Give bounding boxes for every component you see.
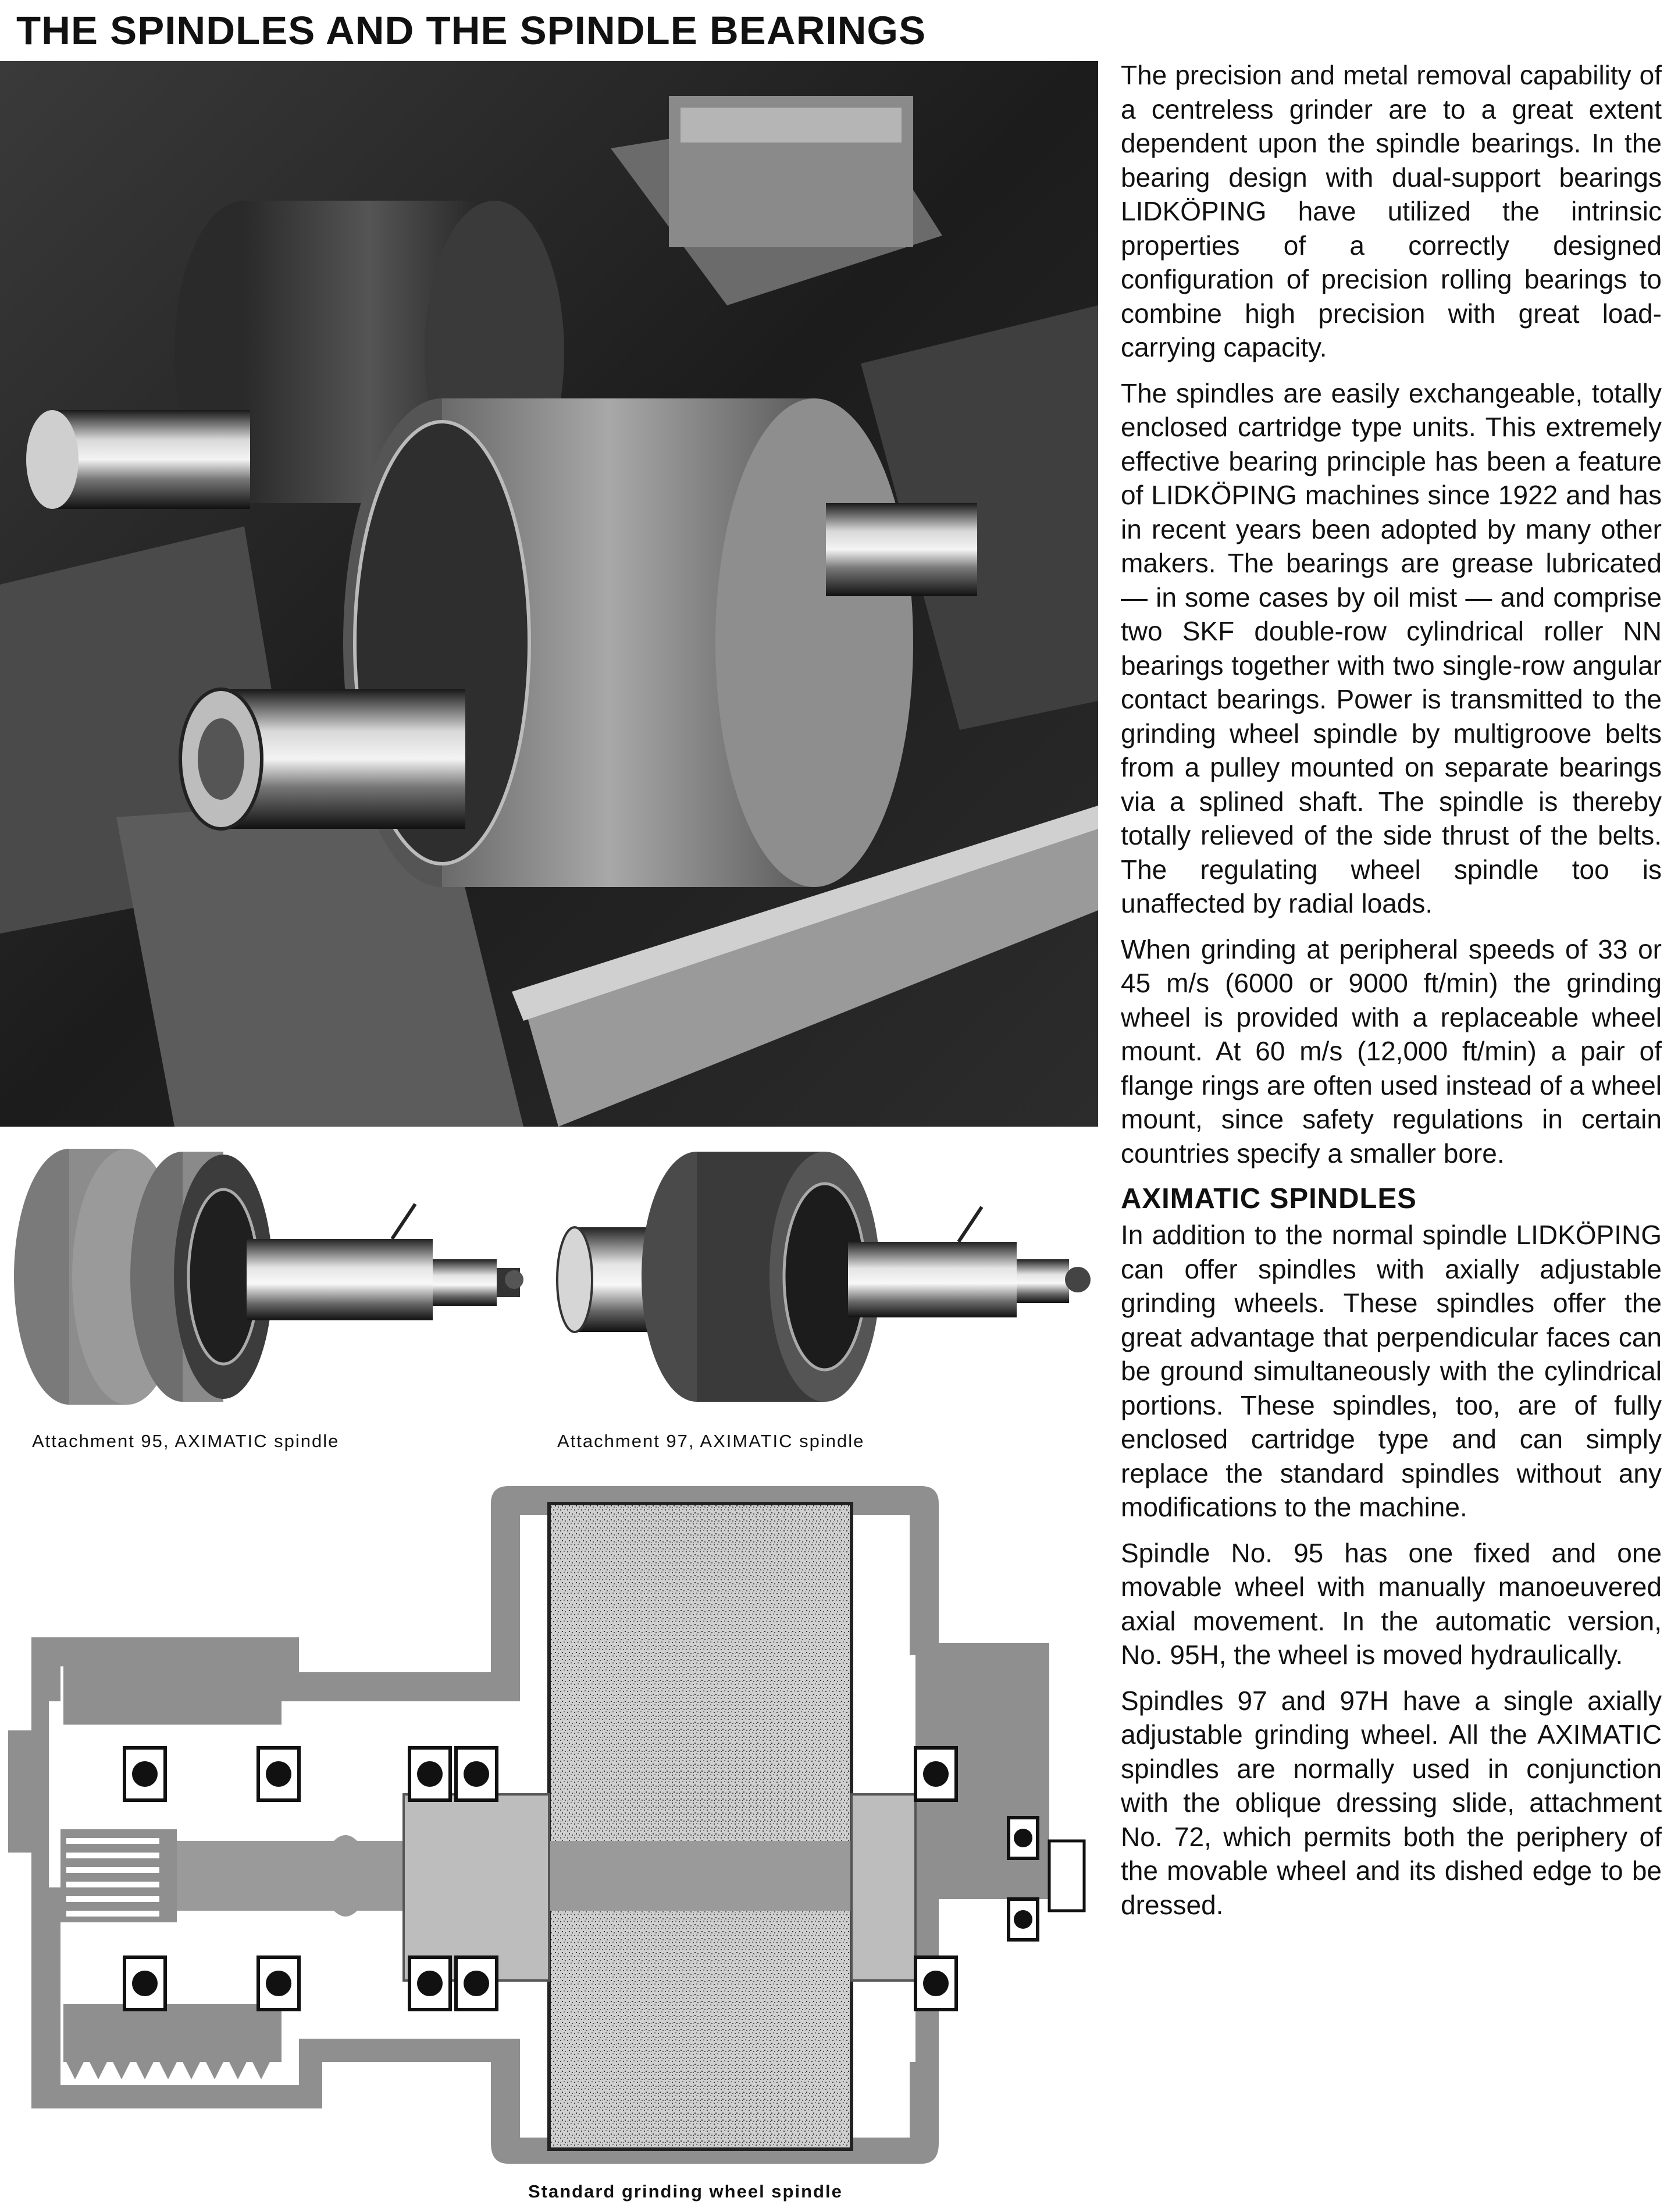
paragraph-aximatic-intro: In addition to the normal spindle LIDKÖPING can offer spindles with axially adjustable grinding wheels. These spindles offer the great advantage that perpendicular faces can be ground simultaneously with the cylindrical portions. These spindles, too, are of fully enclosed cartridge type and can simply replace the standard spindles without any modifications to the machine. bbox=[1121, 1220, 1662, 1522]
attachment-97-photo bbox=[551, 1140, 1098, 1413]
paragraph-speeds: When grinding at peripheral speeds of 33 or 45 m/s (6000 or 9000 ft/min) the grinding wheel is provided with a replaceable wheel mount. At 60 m/s (12,000 ft/min) a pair of flange rings are often used instead of a wheel mount, since safety regulations in certain countries specify a smaller bore. bbox=[1121, 934, 1662, 1169]
main-spindle-photo bbox=[0, 61, 1098, 1127]
standard-spindle-caption: Standard grinding wheel spindle bbox=[528, 2181, 843, 2202]
paragraph-spindles: The spindles are easily exchangeable, totally enclosed cartridge type units. This extremely effective bearing principle has been a feature of LIDKÖPING machines since 1922 and has in recent years been adopted by many other makers. The bearings are grease lubricated — in some cases by oil mist — and comprise two SKF double-row cylindrical roller NN bearings together with two single-row angular contact bearings. Power is transmitted to the grinding wheel spindle by multigroove belts from a pulley mounted on separate bearings via a splined shaft. The spindle is thereby totally relieved of the side thrust of the belts. The regulating wheel spindle too is unaffected by radial loads. bbox=[1121, 377, 1662, 918]
attachment-95-caption: Attachment 95, AXIMATIC spindle bbox=[32, 1431, 340, 1451]
page-title: THE SPINDLES AND THE SPINDLE BEARINGS bbox=[16, 8, 927, 53]
aximatic-heading: AXIMATIC SPINDLES bbox=[1121, 1183, 1417, 1214]
paragraph-spindle-97: Spindles 97 and 97H have a single axially adjustable grinding wheel. All the AXIMATIC spindles are normally used in conjunction with the oblique dressing slide, attachment No. 72, which permits both the periphery of the movable wheel and its dished edge to be dressed. bbox=[1121, 1685, 1662, 1920]
attachment-95-photo bbox=[8, 1140, 532, 1413]
article-text-column bbox=[1121, 58, 1662, 1933]
paragraph-spindle-95: Spindle No. 95 has one fixed and one movable wheel with manually manoeuvered axial movement. In the automatic version, No. 95H, the wheel is moved hydraulically. bbox=[1121, 1537, 1662, 1670]
paragraph-intro: The precision and metal removal capability of a centreless grinder are to a great extent dependent upon the spindle bearings. In the bearing design with dual-support bearings LIDKÖPING have utilized the intrinsic properties of a correctly designed configuration of precision rolling bearings to combine high precision with great load-carrying capacity. bbox=[1121, 60, 1662, 362]
attachment-97-caption: Attachment 97, AXIMATIC spindle bbox=[557, 1431, 865, 1451]
standard-spindle-drawing bbox=[8, 1480, 1102, 2170]
